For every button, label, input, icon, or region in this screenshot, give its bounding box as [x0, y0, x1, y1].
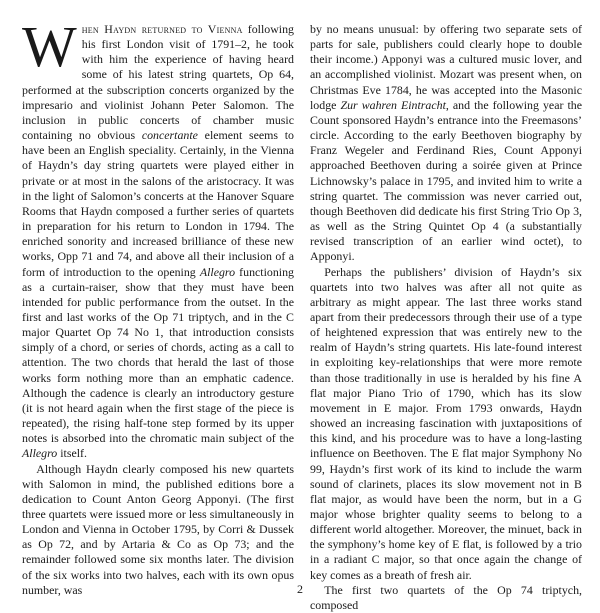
- paragraph: [22, 14, 295, 462]
- italic-term: Allegro: [199, 264, 236, 279]
- paragraph-text: functioning as a curtain-raiser, show that they must have been intended for public performance from the outset. In the first and last works of the Op 71 triptych, and in the C major Quartet Op 74 No 1, that introduction consists simply of a chord, or series of chords, acting as a call to attention. The two chords that herald the last of those works form nothing more than an emphatic cadence. Although the cadence is clearly an introductory gesture (it is not heard again when the first stage of the piece is repeated), the rising half-tone step formed by its upper notes is absorbed into the chromatic main subject of the: [22, 264, 295, 446]
- paragraph: [310, 22, 582, 265]
- italic-term: Allegro: [22, 446, 58, 461]
- paragraph-text: itself.: [57, 446, 87, 461]
- opening-smallcaps: hen Haydn returned to Vienna: [81, 22, 243, 36]
- paragraph-text: element seems to have been an English speciality. Certainly, in the Vienna of Haydn’s day string quartets were played either in private or at most in the salons of the aristocracy. It was in the light of Salomon’s concerts at the Hanover Square Rooms that Haydn composed a further series of quartets in preparation for his return to London in 1794. The enriched sonority and increased brilliance of these new works, Opp 71 and 74, and above all their inclusion of a form of introduction to the opening: [22, 128, 294, 279]
- drop-cap: W: [22, 14, 77, 79]
- paragraph: The first two quartets of the Op 74 triptych, composed: [310, 582, 582, 612]
- paragraph-text: , and the following year the Count sponsored Haydn’s entrance into the Freemasons’ circle. According to the early Beethoven biography by Franz Wegeler and Ferdinand Ries, Count Apponyi approached Beethoven during a soirée given at Prince Lichnowsky’s palace in 1795, and invited him to write a string quartet. The commission was never carried out, though Beethoven did dedicate his first String Trio Op 3, as well as the String Quintet Op 4 (a substantially revised transcription of an earlier wind octet), to Apponyi.: [310, 97, 582, 264]
- paragraph-text: following his first London visit of 1791–2, he took with him the experience of having heard some of his latest string quartets, Op 64, performed at the subscription concerts organized by the impresario and violinist Johann Peter Salomon. The inclusion in public concerts of chamber music containing no obvious: [22, 22, 294, 143]
- italic-term: Zur wahren Eintracht: [340, 97, 446, 112]
- italic-term: concertante: [141, 128, 198, 143]
- page-number: 2: [297, 582, 303, 596]
- paragraph: Perhaps the publishers’ division of Haydn’s six quartets into two halves was after all not quite as arbitrary as might appear. The last three works stand apart from their predecessors through their use of a type of heightened expression that was entirely new to the realm of Haydn’s string quartets. His late-found interest in exploiting key-relationships that were more remote than those traditionally in use is heralded by his fine A flat major Piano Trio of 1790, which has its slow movement in E major. From 1793 onwards, Haydn showed an increasing fascination with juxtapositions of this kind, and his procedure was to have a long-lasting influence on Beethoven. The E flat major Symphony No 99, Haydn’s first work of its kind to include the warm sound of clarinets, places its slow movement not in B flat major, as would have been the norm, but in a G major whose brighter quality seems to belong to a different world altogether. Moreover, the minuet, back in the symphony’s home key of E flat, is followed by a trio in a radiant C major, so that once again the change of key comes as a breath of fresh air.: [310, 264, 582, 582]
- left-column: [22, 14, 295, 598]
- paragraph-text: by no means unusual: by offering two separate sets of parts for sale, publishers could clearly hope to double their income.) Apponyi was a cultured music lover, and an accomplished violinist. Mozart was present when, on Christmas Eve 1784, he was accepted into the Masonic lodge: [310, 22, 582, 112]
- paragraph: Although Haydn clearly composed his new quartets with Salomon in mind, the published editions bore a dedication to Count Anton Georg Apponyi. (The first three quartets were issued more or less simultaneously in London and Vienna in October 1795, by Corri & Dussek as Op 72, and by Artaria & Co as Op 73; and the remainder followed some six months later. The division of the six works into two halves, each with its own opus number, was: [22, 461, 294, 597]
- right-column: [310, 22, 582, 613]
